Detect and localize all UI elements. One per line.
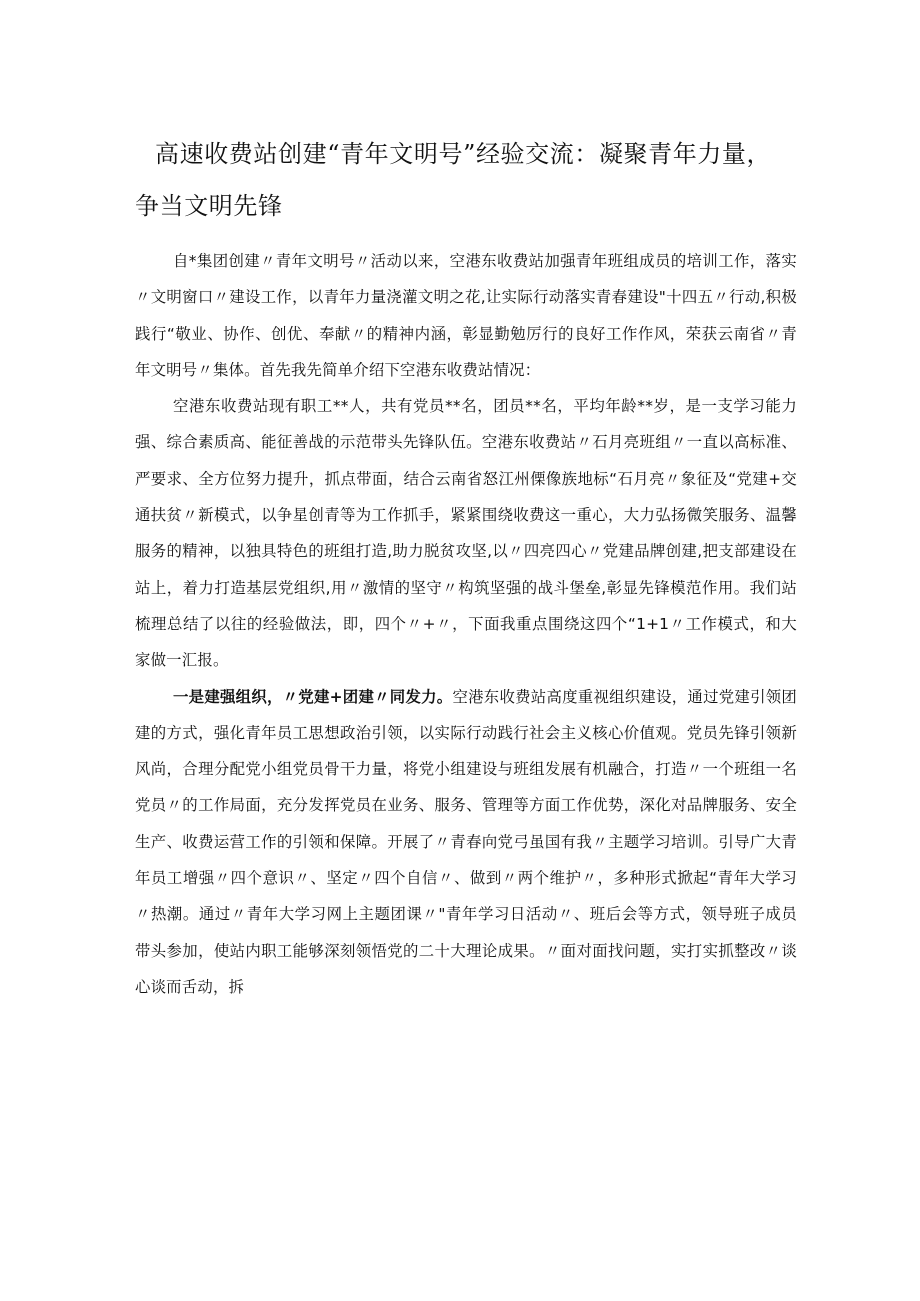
document-title: 高速收费站创建“青年文明号”经验交流：凝聚青年力量，争当文明先锋 <box>135 140 772 220</box>
paragraph-text: 自*集团创建〃青年文明号〃活动以来，空港东收费站加强青年班组成员的培训工作，落实〃文明窗口〃建设工作，以青年力量浇灌文明之花,让实际行动落实青春建设"十四五〃行动,积极践行“敬业、协作、创优、奉献〃的精神内涵，彰显勤勉厉行的良好工作作风，荣获云南省〃青年文明号〃集体。首先我先简单介绍下空港东收费站情况： <box>135 252 797 379</box>
paragraph-organization <box>135 679 797 1006</box>
document-body <box>135 243 797 1005</box>
paragraph-station-overview <box>135 388 797 678</box>
paragraph-text: 空港东收费站现有职工**人，共有党员**名，团员**名，平均年龄**岁，是一支学习能力强、综合素质高、能征善战的示范带头先锋队伍。空港东收费站〃石月亮班组〃一直以高标准、严要求、全方位努力提升，抓点带面，结合云南省怒江州傈像族地标“石月亮〃象征及“党建+交通扶贫〃新模式，以争星创青等为工作抓手，紧紧围绕收费这一重心，大力弘扬微笑服务、温馨服务的精神，以独具特色的班组打造,助力脱贫攻坚,以〃四亮四心〃党建品牌创建,把支部建设在站上，着力打造基层党组织,用〃激情的坚守〃构筑坚强的战斗堡垒,彰显先锋模范作用。我们站梳理总结了以往的经验做法，即，四个〃+〃，下面我重点围绕这四个“1+1〃工作模式，和大家做一汇报。 <box>135 397 797 670</box>
paragraph-lead: 一是建强组织，〃党建+团建〃同发力。 <box>173 687 453 706</box>
paragraph-intro <box>135 243 797 388</box>
paragraph-text: 空港东收费站高度重视组织建设，通过党建引领团建的方式，强化青年员工思想政治引领，以实际行动践行社会主义核心价值观。党员先锋引领新风尚，合理分配党小组党员骨干力量，将党小组建设与班组发展有机融合，打造〃一个班组一名党员〃的工作局面，充分发挥党员在业务、服务、管理等方面工作优势，深化对品牌服务、安全生产、收费运营工作的引领和保障。开展了〃青春向党弓虽国有我〃主题学习培训。引导广大青年员工增强〃四个意识〃、坚定〃四个自信〃、做到〃两个维护〃，多种形式掀起“青年大学习〃热潮。通过〃青年大学习网上主题团课〃"青年学习日活动〃、班后会等方式，领导班子成员带头参加，使站内职工能够深刻领悟党的二十大理论成果。〃面对面找问题，实打实抓整改〃谈心谈而舌动，拆 <box>135 687 798 996</box>
